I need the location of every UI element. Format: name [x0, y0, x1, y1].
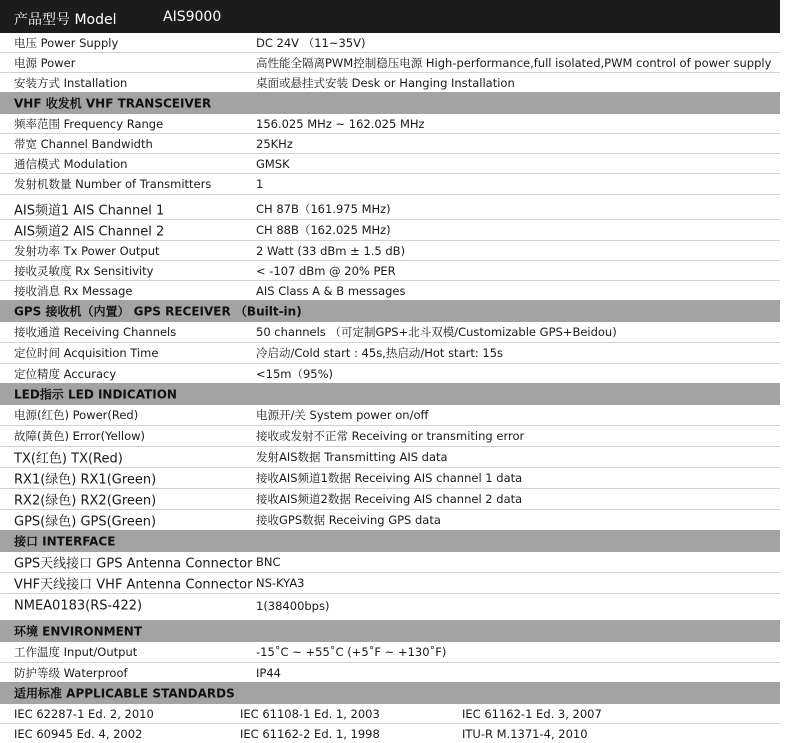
- spec-value: < -107 dBm @ 20% PER: [256, 263, 396, 278]
- spec-label: GPS(绿色) GPS(Green): [14, 514, 157, 530]
- spec-label: RX2(绿色) RX2(Green): [14, 493, 157, 509]
- spec-row-accuracy: [0, 364, 780, 383]
- spec-row-led-error: [0, 426, 780, 447]
- spec-row-rx-message: [0, 281, 780, 300]
- section-header-vhf: [0, 92, 780, 114]
- standard-item: IEC 61162-2 Ed. 1, 1998: [240, 726, 380, 741]
- spec-row-waterproof: [0, 663, 780, 682]
- section-title: VHF 收发机 VHF TRANSCEIVER: [14, 96, 212, 111]
- spec-label: 工作温度 Input/Output: [14, 645, 138, 659]
- spec-row-ais-channel-2: [0, 220, 780, 241]
- spec-label: 电压 Power Supply: [14, 35, 119, 50]
- spec-label: 频率范围 Frequency Range: [14, 116, 164, 131]
- standard-item: IEC 61108-1 Ed. 1, 2003: [240, 706, 380, 721]
- spec-label: TX(红色) TX(Red): [14, 451, 123, 467]
- standard-item: ITU-R M.1371-4, 2010: [462, 726, 588, 741]
- spec-label: 故障(黄色) Error(Yellow): [14, 429, 146, 443]
- spec-value: AIS Class A & B messages: [256, 283, 406, 298]
- spec-value: 电源开/关 System power on/off: [256, 408, 429, 422]
- section-title: 适用标准 APPLICABLE STANDARDS: [14, 686, 235, 701]
- spec-value: 接收AIS频道2数据 Receiving AIS channel 2 data: [256, 492, 523, 506]
- spec-value: IP44: [256, 665, 281, 680]
- spec-label: 电源(红色) Power(Red): [14, 408, 139, 422]
- spec-row-led-power: [0, 405, 780, 426]
- spec-row-tx-power: [0, 241, 780, 261]
- section-title: GPS 接收机（内置） GPS RECEIVER （Built-in): [14, 304, 302, 319]
- spec-value: 桌面或悬挂式安装 Desk or Hanging Installation: [256, 75, 515, 90]
- spec-value: 50 channels （可定制GPS+北斗双模/Customizable GPS+Beidou): [256, 325, 617, 339]
- model-header-bar: [0, 0, 780, 33]
- spec-table: [0, 33, 780, 743]
- spec-row-ais-channel-1: [0, 198, 780, 220]
- standards-row: [0, 724, 780, 743]
- spec-value: 25KHz: [256, 136, 293, 151]
- spec-row-power: [0, 53, 780, 73]
- spec-value: 发射AIS数据 Transmitting AIS data: [256, 450, 448, 464]
- spec-label: 防护等级 Waterproof: [14, 665, 128, 680]
- spec-row-vhf-antenna: [0, 573, 780, 594]
- spec-row-frequency-range: [0, 114, 780, 134]
- spec-value: 2 Watt (33 dBm ± 1.5 dB): [256, 243, 406, 258]
- spec-value: BNC: [256, 555, 281, 569]
- spec-label: 通信模式 Modulation: [14, 156, 128, 171]
- spec-value: 接收GPS数据 Receiving GPS data: [256, 513, 441, 527]
- spec-row-led-rx2: [0, 489, 780, 510]
- spec-value: NS-KYA3: [256, 576, 305, 590]
- section-title: 环境 ENVIRONMENT: [14, 624, 143, 639]
- spec-row-rx-sensitivity: [0, 261, 780, 281]
- model-label: 产品型号 Model: [14, 12, 117, 28]
- spec-row-led-tx: [0, 447, 780, 468]
- spec-label: 电源 Power: [14, 55, 76, 70]
- spec-value: 156.025 MHz ~ 162.025 MHz: [256, 116, 425, 131]
- spec-value: 冷启动/Cold start : 45s,热启动/Hot start: 15s: [256, 346, 504, 360]
- spec-row-modulation: [0, 154, 780, 174]
- spec-label: 接收通道 Receiving Channels: [14, 325, 177, 339]
- spec-value: CH 88B（162.025 MHz): [256, 223, 391, 237]
- section-header-interface: [0, 530, 780, 552]
- spec-value: GMSK: [256, 156, 290, 171]
- section-title: LED指示 LED INDICATION: [14, 387, 177, 402]
- spec-value: 高性能全隔离PWM控制稳压电源 High-performance,full isolated,PWM control of power supply: [256, 55, 772, 70]
- spec-label: 带宽 Channel Bandwidth: [14, 136, 153, 151]
- spec-label: GPS天线接口 GPS Antenna Connector: [14, 556, 253, 572]
- spec-value: 1: [256, 177, 264, 191]
- spec-label: 接收灵敏度 Rx Sensitivity: [14, 263, 154, 278]
- spec-row-led-gps: [0, 510, 780, 530]
- model-value: AIS9000: [163, 9, 222, 25]
- spec-row-led-rx1: [0, 468, 780, 489]
- spec-row-transmitters: [0, 174, 780, 195]
- spec-row-receiving-channels: [0, 322, 780, 343]
- spec-label: 定位时间 Acquisition Time: [14, 346, 159, 360]
- standard-item: IEC 60945 Ed. 4, 2002: [14, 726, 143, 741]
- standards-row: [0, 704, 780, 724]
- section-header-standards: [0, 682, 780, 704]
- spec-row-installation: [0, 73, 780, 92]
- spec-value: <15m（95%): [256, 366, 334, 381]
- standard-item: IEC 61162-1 Ed. 3, 2007: [462, 706, 602, 721]
- spec-row-temperature: [0, 642, 780, 663]
- spec-label: NMEA0183(RS-422): [14, 598, 143, 613]
- spec-label: 定位精度 Accuracy: [14, 366, 117, 381]
- spec-label: RX1(绿色) RX1(Green): [14, 472, 157, 488]
- spec-value: 接收或发射不正常 Receiving or transmiting error: [256, 429, 525, 443]
- spec-value: CH 87B（161.975 MHz): [256, 201, 391, 216]
- spec-value: DC 24V （11~35V): [256, 35, 366, 50]
- spec-label: AIS频道1 AIS Channel 1: [14, 203, 165, 218]
- section-header-gps: [0, 300, 780, 322]
- spec-row-channel-bandwidth: [0, 134, 780, 154]
- spec-label: 安装方式 Installation: [14, 75, 128, 90]
- spec-value: 接收AIS频道1数据 Receiving AIS channel 1 data: [256, 471, 523, 485]
- spec-row-nmea: [0, 594, 780, 617]
- section-header-led: [0, 383, 780, 405]
- spec-label: VHF天线接口 VHF Antenna Connector: [14, 577, 253, 593]
- spec-label: 接收消息 Rx Message: [14, 283, 133, 298]
- spec-row-power-supply: [0, 33, 780, 53]
- spec-value: -15˚C ~ +55˚C (+5˚F ~ +130˚F): [256, 645, 447, 659]
- spec-label: AIS频道2 AIS Channel 2: [14, 224, 165, 240]
- spec-row-acquisition-time: [0, 343, 780, 364]
- spec-label: 发射机数量 Number of Transmitters: [14, 177, 212, 191]
- spec-value: 1(38400bps): [256, 598, 330, 613]
- spec-row-gps-antenna: [0, 552, 780, 573]
- standard-item: IEC 62287-1 Ed. 2, 2010: [14, 706, 154, 721]
- section-header-environment: [0, 620, 780, 642]
- spec-label: 发射功率 Tx Power Output: [14, 243, 160, 258]
- section-title: 接口 INTERFACE: [14, 534, 116, 549]
